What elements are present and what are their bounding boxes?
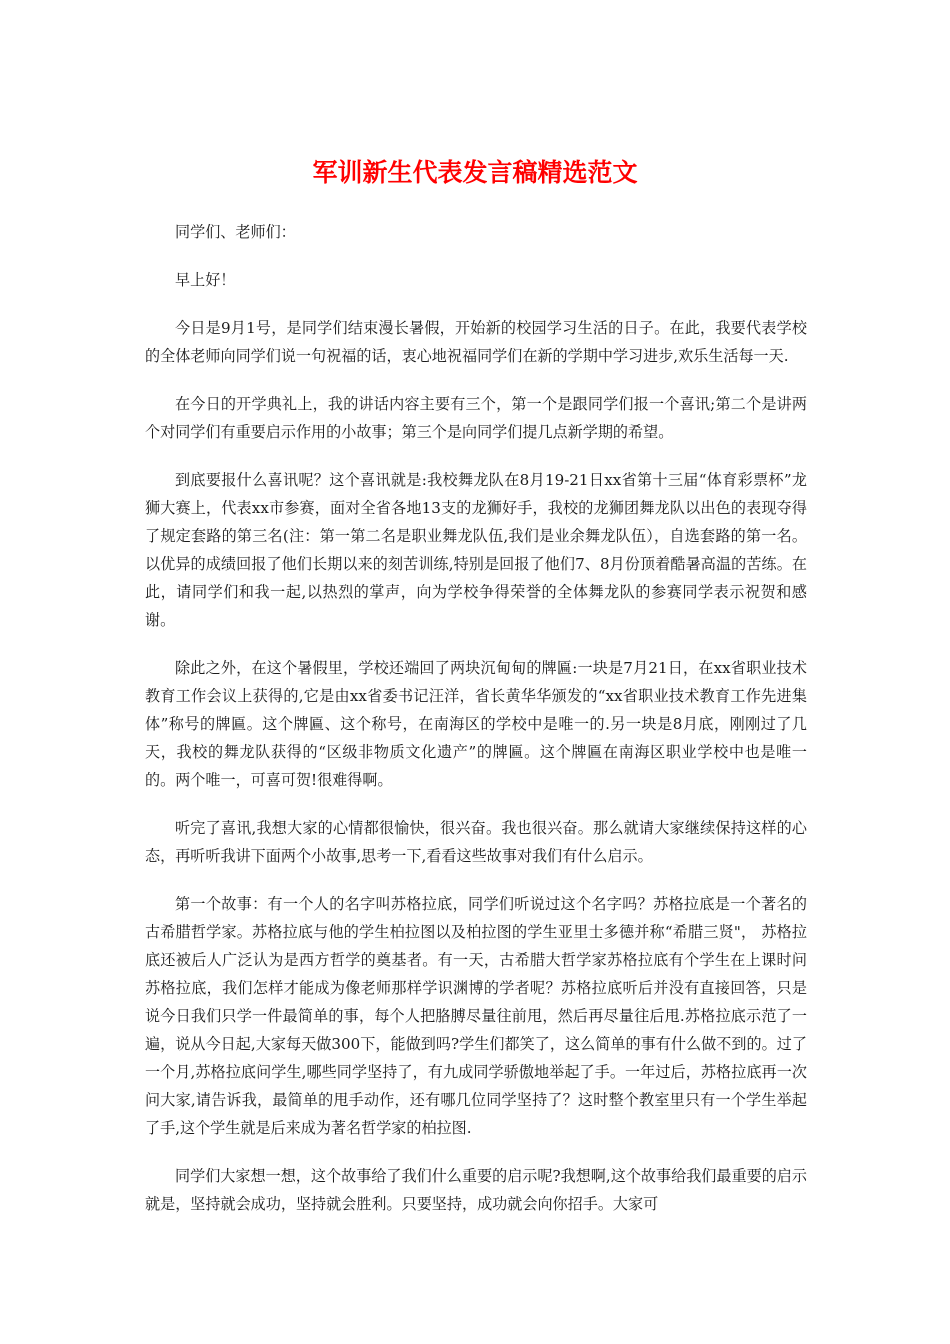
body-paragraph: 同学们大家想一想，这个故事给了我们什么重要的启示呢?我想啊,这个故事给我们最重要的启示就是，坚持就会成功，坚持就会胜利。只要坚持，成功就会向你招手。大家可 <box>145 1167 807 1213</box>
body-paragraph: 除此之外，在这个暑假里，学校还端回了两块沉甸甸的牌匾:一块是7月21日，在xx省职业技术教育工作会议上获得的,它是由xx省委书记汪洋，省长黄华华颁发的“xx省职业技术教育工作先进集体”称号的牌匾。这个牌匾、这个称号，在南海区的学校中是唯一的.另一块是8月底，刚刚过了几天，我校的舞龙队获得的“区级非物质文化遗产”的牌匾。这个牌匾在南海区职业学校中也是唯一的。两个唯一，可喜可贺!很难得啊。 <box>145 659 807 789</box>
body-paragraph: 听完了喜讯,我想大家的心情都很愉快，很兴奋。我也很兴奋。那么就请大家继续保持这样的心态，再听听我讲下面两个小故事,思考一下,看看这些故事对我们有什么启示。 <box>145 819 807 865</box>
greeting-paragraph: 同学们、老师们： <box>175 223 296 241</box>
morning-greeting-paragraph: 早上好！ <box>175 271 236 289</box>
document-body <box>145 218 807 1238</box>
body-paragraph: 第一个故事：有一个人的名字叫苏格拉底，同学们听说过这个名字吗？苏格拉底是一个著名的古希腊哲学家。苏格拉底与他的学生柏拉图以及柏拉图的学生亚里士多德并称“希腊三贤"， 苏格拉底还被后人广泛认为是西方哲学的奠基者。有一天，古希腊大哲学家苏格拉底有个学生在上课时问苏格拉底，我们怎样才能成为像老师那样学识渊博的学者呢？苏格拉底听后并没有直接回答，只是说今日我们只学一件最简单的事，每个人把胳膊尽量往前甩，然后再尽量往后甩.苏格拉底示范了一遍，说从今日起,大家每天做300下，能做到吗?学生们都笑了，这么简单的事有什么做不到的。过了一个月,苏格拉底问学生,哪些同学坚持了，有九成同学骄傲地举起了手。一年过后，苏格拉底再一次问大家,请告诉我，最简单的甩手动作，还有哪几位同学坚持了？这时整个教室里只有一个学生举起了手,这个学生就是后来成为著名哲学家的柏拉图. <box>145 895 807 1137</box>
body-paragraph: 今日是9月1号，是同学们结束漫长暑假，开始新的校园学习生活的日子。在此，我要代表学校的全体老师向同学们说一句祝福的话，衷心地祝福同学们在新的学期中学习进步,欢乐生活每一天. <box>145 319 807 365</box>
body-paragraph: 在今日的开学典礼上，我的讲话内容主要有三个，第一个是跟同学们报一个喜讯;第二个是讲两个对同学们有重要启示作用的小故事；第三个是向同学们提几点新学期的希望。 <box>145 395 807 441</box>
document-title: 军训新生代表发言稿精选范文 <box>312 158 638 187</box>
body-paragraph: 到底要报什么喜讯呢？这个喜讯就是:我校舞龙队在8月19-21日xx省第十三届“体育彩票杯”龙狮大赛上，代表xx市参赛，面对全省各地13支的龙狮好手，我校的龙狮团舞龙队以出色的表现夺得了规定套路的第三名(注：第一第二名是职业舞龙队伍,我们是业余舞龙队伍），自选套路的第一名。以优异的成绩回报了他们长期以来的刻苦训练,特别是回报了他们7、8月份顶着酷暑高温的苦练。在此，请同学们和我一起,以热烈的掌声，向为学校争得荣誉的全体舞龙队的参赛同学表示祝贺和感谢。 <box>145 471 807 629</box>
